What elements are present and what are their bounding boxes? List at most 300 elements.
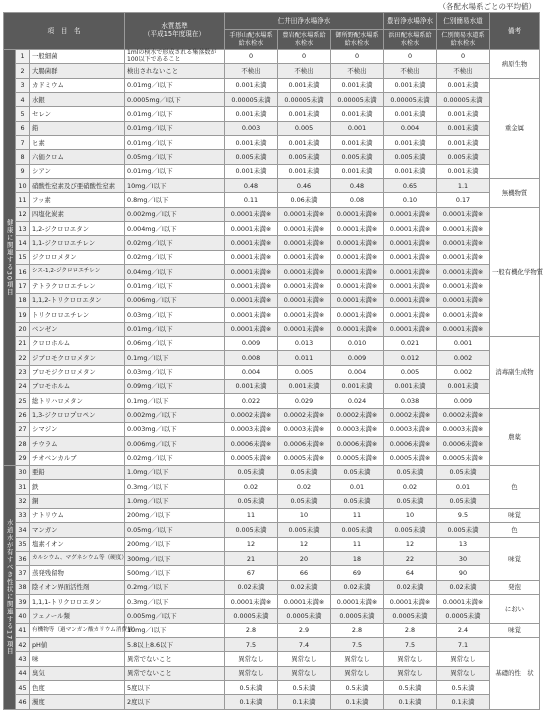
measured-value: 0.0001未満※	[384, 279, 437, 293]
measured-value: 0.004	[331, 365, 384, 379]
header-standard	[125, 13, 225, 50]
measured-value: 7.4	[278, 638, 331, 652]
table-row	[4, 465, 540, 479]
table-row	[4, 64, 540, 78]
standard-value: 0.1mg／l以下	[125, 394, 225, 408]
measured-value: 0.01	[437, 480, 490, 494]
table-row	[4, 365, 540, 379]
measured-value: 0.05未満	[437, 465, 490, 479]
measured-value: 0.005未満	[384, 150, 437, 164]
measured-value: 0.0001未満※	[437, 595, 490, 609]
measured-value: 0.0001未満※	[225, 308, 278, 322]
header-col-tegatayama: 手形山配水場系給水栓水	[225, 30, 278, 50]
table-row	[4, 566, 540, 580]
measured-value: 0.02未満	[225, 580, 278, 594]
item-name: ジブロモクロロメタン	[30, 351, 125, 365]
row-number: 11	[16, 193, 30, 207]
measured-value: 0.004	[384, 121, 437, 135]
measured-value: 21	[225, 552, 278, 566]
measured-value: 0.0001未満※	[225, 207, 278, 221]
measured-value: 0.02未満	[331, 580, 384, 594]
standard-value: 0.02mg／l以下	[125, 250, 225, 264]
standard-value: 0.8mg／l以下	[125, 193, 225, 207]
measured-value: 0.0003未満※	[225, 422, 278, 436]
measured-value: 0.001未満	[225, 379, 278, 393]
measured-value: 0.009	[225, 336, 278, 350]
measured-value: 0.0001未満※	[437, 236, 490, 250]
item-name: 総トリハロメタン	[30, 394, 125, 408]
standard-value: 0.006mg／l以下	[125, 293, 225, 307]
row-number: 16	[16, 265, 30, 279]
standard-value: 0.01mg／l以下	[125, 136, 225, 150]
standard-value: 0.04mg／l以下	[125, 265, 225, 279]
row-number: 10	[16, 179, 30, 193]
measured-value: 64	[384, 566, 437, 580]
measured-value: 0.001未満	[437, 121, 490, 135]
measured-value: 0.0001未満※	[384, 207, 437, 221]
measured-value: 0.0003未満※	[437, 422, 490, 436]
measured-value: 0.001未満	[225, 136, 278, 150]
measured-value: 0.0002未満※	[278, 408, 331, 422]
item-name: ヒ素	[30, 136, 125, 150]
measured-value: 1.1	[437, 179, 490, 193]
row-number: 44	[16, 666, 30, 680]
table-row	[4, 422, 540, 436]
measured-value: 0.02未満	[384, 580, 437, 594]
measured-value: 0.0001未満※	[278, 293, 331, 307]
table-row	[4, 408, 540, 422]
item-name: pH値	[30, 638, 125, 652]
measured-value: 0.0001未満※	[225, 250, 278, 264]
item-name: フェノール類	[30, 609, 125, 623]
standard-value: 0.0005mg／l以下	[125, 93, 225, 107]
measured-value: 2.8	[384, 623, 437, 637]
measured-value: 0.5未満	[225, 681, 278, 695]
measured-value: 0.0001未満※	[278, 308, 331, 322]
remark-cell: 味覚	[490, 537, 540, 580]
row-number: 32	[16, 494, 30, 508]
remark-cell: 色	[490, 523, 540, 537]
table-body	[4, 49, 543, 710]
standard-value: 1.0mg／l以下	[125, 465, 225, 479]
measured-value: 0.005未満	[437, 150, 490, 164]
water-quality-table	[3, 12, 543, 710]
measured-value: 0	[437, 50, 490, 64]
measured-value: 0.0001未満※	[278, 250, 331, 264]
header-standard-sub: （平成15年度現在）	[143, 30, 206, 38]
measured-value: 18	[331, 552, 384, 566]
measured-value: 0.022	[225, 394, 278, 408]
header-item-name: 項 目 名	[4, 13, 125, 50]
measured-value: 0.001未満	[437, 136, 490, 150]
measured-value: 0.0002未満※	[225, 408, 278, 422]
measured-value: 異常なし	[331, 666, 384, 680]
measured-value: 0.48	[225, 179, 278, 193]
measured-value: 0.05未満	[225, 494, 278, 508]
measured-value: 0.001未満	[384, 78, 437, 92]
item-name: 硝酸性窒素及び亜硝酸性窒素	[30, 179, 125, 193]
item-name: ブロモホルム	[30, 379, 125, 393]
row-number: 3	[16, 78, 30, 92]
measured-value: 7.1	[437, 638, 490, 652]
measured-value: 0.05未満	[278, 494, 331, 508]
standard-value: 0.01mg／l以下	[125, 322, 225, 336]
measured-value: 0.0006未満※	[384, 437, 437, 451]
measured-value: 0.001未満	[278, 136, 331, 150]
row-number: 45	[16, 681, 30, 695]
item-name: 大腸菌群	[30, 64, 125, 78]
measured-value: 0.001未満	[278, 107, 331, 121]
measured-value: 0.0001未満※	[331, 595, 384, 609]
measured-value: 0.011	[278, 351, 331, 365]
measured-value: 0.00005未満	[437, 93, 490, 107]
measured-value: 0.1未満	[384, 695, 437, 709]
standard-value: 0.06mg／l以下	[125, 336, 225, 350]
remark-cell: 発泡	[490, 580, 540, 594]
table-row	[4, 265, 540, 279]
standard-value: 0.01mg／l以下	[125, 164, 225, 178]
measured-value: 0.10	[384, 193, 437, 207]
standard-value: 0.03mg／l以下	[125, 308, 225, 322]
measured-value: 0.00005未満	[384, 93, 437, 107]
row-number: 9	[16, 164, 30, 178]
item-name: 濁度	[30, 695, 125, 709]
table-row	[4, 681, 540, 695]
row-number: 18	[16, 293, 30, 307]
table-row	[4, 609, 540, 623]
table-row	[4, 451, 540, 465]
measured-value: 0.001未満	[437, 379, 490, 393]
measured-value: 0.0001未満※	[225, 265, 278, 279]
standard-value: 0.09mg／l以下	[125, 379, 225, 393]
row-number: 2	[16, 64, 30, 78]
table-row	[4, 279, 540, 293]
remark-cell: 味覚	[490, 509, 540, 523]
item-name: ナトリウム	[30, 509, 125, 523]
measured-value: 不検出	[437, 64, 490, 78]
measured-value: 0.0001未満※	[278, 222, 331, 236]
measured-value: 0.0001未満※	[437, 265, 490, 279]
item-name: マンガン	[30, 523, 125, 537]
measured-value: 0.001未満	[225, 107, 278, 121]
remark-cell: におい	[490, 595, 540, 624]
measured-value: 12	[225, 537, 278, 551]
measured-value: 0.05未満	[225, 465, 278, 479]
measured-value: 0.009	[437, 394, 490, 408]
measured-value: 2.8	[225, 623, 278, 637]
row-number: 31	[16, 480, 30, 494]
measured-value: 異常なし	[384, 666, 437, 680]
table-row	[4, 351, 540, 365]
standard-value: 0.003mg／l以下	[125, 422, 225, 436]
measured-value: 0.5未満	[384, 681, 437, 695]
table-row	[4, 50, 540, 64]
measured-value: 0.0003未満※	[278, 422, 331, 436]
standard-value: 1mlの検水で形成される集落数が100以下であること	[125, 50, 225, 64]
measured-value: 0.001未満	[331, 379, 384, 393]
measured-value: 0.00005未満	[331, 93, 384, 107]
measured-value: 0.02未満	[278, 580, 331, 594]
item-name: シアン	[30, 164, 125, 178]
measured-value: 0.021	[384, 336, 437, 350]
row-number: 29	[16, 451, 30, 465]
measured-value: 0.0001未満※	[225, 279, 278, 293]
header-col-hamada: 浜田配水場系給水栓水	[384, 30, 437, 50]
standard-value: 異常でないこと	[125, 652, 225, 666]
standard-value: 0.01mg／l以下	[125, 107, 225, 121]
remark-cell: 一般有機化学物質	[490, 207, 540, 336]
row-number: 40	[16, 609, 30, 623]
table-row	[4, 293, 540, 307]
row-number: 17	[16, 279, 30, 293]
measured-value: 0.002	[437, 351, 490, 365]
measured-value: 0.0001未満※	[384, 265, 437, 279]
table-row	[4, 78, 540, 92]
measured-value: 0	[384, 50, 437, 64]
measured-value: 0.0001未満※	[437, 222, 490, 236]
measured-value: 0.002	[437, 365, 490, 379]
measured-value: 0.0001未満※	[225, 236, 278, 250]
measured-value: 0.1未満	[225, 695, 278, 709]
measured-value: 0.013	[278, 336, 331, 350]
item-name: チウラム	[30, 437, 125, 451]
row-number: 39	[16, 595, 30, 609]
measured-value: 0.05未満	[278, 465, 331, 479]
item-name: シマジン	[30, 422, 125, 436]
measured-value: 0.0001未満※	[331, 265, 384, 279]
measured-value: 0.0005未満※	[225, 451, 278, 465]
measured-value: 0.0001未満※	[331, 222, 384, 236]
table-row	[4, 652, 540, 666]
measured-value: 0.001未満	[225, 78, 278, 92]
item-name: ブロモジクロロメタン	[30, 365, 125, 379]
measured-value: 0.0005未満	[278, 609, 331, 623]
header-standard-title: 水質基準	[161, 22, 188, 31]
measured-value: 不検出	[331, 64, 384, 78]
measured-value: 0.1未満	[437, 695, 490, 709]
table-row	[4, 494, 540, 508]
measured-value: 0.02	[225, 480, 278, 494]
table-row	[4, 537, 540, 551]
standard-value: 5度以下	[125, 681, 225, 695]
row-number: 25	[16, 394, 30, 408]
measured-value: 0.0005未満※	[384, 451, 437, 465]
header-group-niida: 仁井田浄水場浄水	[225, 13, 384, 30]
row-number: 27	[16, 422, 30, 436]
measured-value: 0.001	[331, 121, 384, 135]
measured-value: 異常なし	[437, 652, 490, 666]
table-row	[4, 222, 540, 236]
standard-value: 0.02mg／l以下	[125, 451, 225, 465]
measured-value: 異常なし	[278, 666, 331, 680]
row-number: 5	[16, 107, 30, 121]
item-name: 鉄	[30, 480, 125, 494]
table-row	[4, 523, 540, 537]
item-name: テトラクロロエチレン	[30, 279, 125, 293]
measured-value: 11	[225, 509, 278, 523]
measured-value: 0.0001未満※	[437, 207, 490, 221]
measured-value: 0.0001未満※	[278, 322, 331, 336]
header-remarks: 備考	[490, 13, 540, 50]
table-row	[4, 623, 540, 637]
measured-value: 0.1未満	[331, 695, 384, 709]
row-number: 13	[16, 222, 30, 236]
row-number: 38	[16, 580, 30, 594]
row-number: 41	[16, 623, 30, 637]
standard-value: 2度以下	[125, 695, 225, 709]
row-number: 7	[16, 136, 30, 150]
standard-value: 0.006mg／l以下	[125, 437, 225, 451]
item-name: 陰イオン界面活性剤	[30, 580, 125, 594]
header-col-goshono: 御所野配水場系給水栓水	[331, 30, 384, 50]
measured-value: 0.11	[225, 193, 278, 207]
measured-value: 0.08	[331, 193, 384, 207]
measured-value: 7.5	[331, 638, 384, 652]
measured-value: 0.001未満	[225, 164, 278, 178]
row-number: 12	[16, 207, 30, 221]
item-name: 1,1,1-トリクロロエタン	[30, 595, 125, 609]
measured-value: 69	[331, 566, 384, 580]
measured-value: 0.0001未満※	[384, 222, 437, 236]
item-name: 味	[30, 652, 125, 666]
measured-value: 0.005未満	[331, 150, 384, 164]
measured-value: 0.001未満	[437, 78, 490, 92]
header-row-1	[4, 13, 540, 30]
item-name: カルシウム、マグネシウム等（硬度）	[30, 552, 125, 566]
item-name: 一般細菌	[30, 50, 125, 64]
measured-value: 0.5未満	[278, 681, 331, 695]
measured-value: 90	[437, 566, 490, 580]
row-number: 4	[16, 93, 30, 107]
standard-value: 200mg／l以下	[125, 537, 225, 551]
measured-value: 0.010	[331, 336, 384, 350]
standard-value: 500mg／l以下	[125, 566, 225, 580]
measured-value: 30	[437, 552, 490, 566]
table-row	[4, 164, 540, 178]
table-row	[4, 93, 540, 107]
standard-value: 0.2mg／l以下	[125, 580, 225, 594]
measured-value: 7.5	[225, 638, 278, 652]
row-number: 14	[16, 236, 30, 250]
standard-value: 0.004mg／l以下	[125, 222, 225, 236]
measured-value: 0.009	[331, 351, 384, 365]
row-number: 46	[16, 695, 30, 709]
item-name: フッ素	[30, 193, 125, 207]
measured-value: 異常なし	[278, 652, 331, 666]
table-row	[4, 250, 540, 264]
measured-value: 12	[384, 537, 437, 551]
measured-value: 0.0001未満※	[331, 293, 384, 307]
category-property: 水道水が有すべき性状に関連する17項目	[4, 465, 16, 709]
measured-value: 0.001未満	[437, 107, 490, 121]
measured-value: 9.5	[437, 509, 490, 523]
table-row	[4, 394, 540, 408]
measured-value: 異常なし	[225, 666, 278, 680]
standard-value: 0.002mg／l以下	[125, 408, 225, 422]
measured-value: 0.0001未満※	[437, 279, 490, 293]
row-number: 1	[16, 50, 30, 64]
header-col-nibetsu: 仁別簡易水道系給水栓水	[437, 30, 490, 50]
measured-value: 0.005未満	[278, 150, 331, 164]
measured-value: 7.5	[384, 638, 437, 652]
table-row	[4, 322, 540, 336]
measured-value: 0.008	[225, 351, 278, 365]
measured-value: 0.05未満	[384, 494, 437, 508]
measured-value: 0.0005未満※	[437, 451, 490, 465]
measured-value: 0.038	[384, 394, 437, 408]
measured-value: 0.001未満	[278, 164, 331, 178]
measured-value: 0.1未満	[278, 695, 331, 709]
item-name: チオベンカルブ	[30, 451, 125, 465]
standard-value: 200mg／l以下	[125, 509, 225, 523]
table-row	[4, 207, 540, 221]
table-row	[4, 379, 540, 393]
row-number: 8	[16, 150, 30, 164]
measured-value: 0.0005未満	[384, 609, 437, 623]
measured-value: 0.005未満	[437, 523, 490, 537]
standard-value: 10mg／l以下	[125, 179, 225, 193]
header-group-nibetsu: 仁別簡易水道	[437, 13, 490, 30]
table-row	[4, 638, 540, 652]
measured-value: 0.17	[437, 193, 490, 207]
measured-value: 0.001未満	[384, 379, 437, 393]
measured-value: 異常なし	[437, 666, 490, 680]
table-row	[4, 308, 540, 322]
standard-value: 0.01mg／l以下	[125, 78, 225, 92]
table-row	[4, 136, 540, 150]
measured-value: 0.0001未満※	[331, 322, 384, 336]
measured-value: 0.0006未満※	[278, 437, 331, 451]
item-name: 1,1-ジクロロエチレン	[30, 236, 125, 250]
measured-value: 0.001未満	[384, 164, 437, 178]
row-number: 42	[16, 638, 30, 652]
measured-value: 10	[278, 509, 331, 523]
measured-value: 0.0006未満※	[331, 437, 384, 451]
measured-value: 0.029	[278, 394, 331, 408]
standard-value: 0.03mg／l以下	[125, 365, 225, 379]
item-name: 銅	[30, 494, 125, 508]
measured-value: 11	[331, 537, 384, 551]
item-name: クロロホルム	[30, 336, 125, 350]
remark-cell: 農薬	[490, 408, 540, 465]
item-name: 亜鉛	[30, 465, 125, 479]
measured-value: 0.0001未満※	[225, 595, 278, 609]
standard-value: 0.1mg／l以下	[125, 351, 225, 365]
measured-value: 0.48	[331, 179, 384, 193]
measured-value: 0.05未満	[331, 494, 384, 508]
row-number: 6	[16, 121, 30, 135]
row-number: 19	[16, 308, 30, 322]
measured-value: 0.0002未満※	[437, 408, 490, 422]
measured-value: 0.0003未満※	[331, 422, 384, 436]
measured-value: 0.0001未満※	[331, 236, 384, 250]
measured-value: 0.0001未満※	[278, 236, 331, 250]
row-number: 21	[16, 336, 30, 350]
header-group-toyoiwa: 豊岩浄水場浄水	[384, 13, 437, 30]
item-name: ベンゼン	[30, 322, 125, 336]
measured-value: 0.0005未満	[331, 609, 384, 623]
row-number: 35	[16, 537, 30, 551]
measured-value: 0.001	[437, 336, 490, 350]
row-number: 36	[16, 552, 30, 566]
row-number: 34	[16, 523, 30, 537]
item-name: カドミウム	[30, 78, 125, 92]
measured-value: 0.0001未満※	[278, 595, 331, 609]
measured-value: 0.005	[384, 365, 437, 379]
item-name: 鉛	[30, 121, 125, 135]
measured-value: 不検出	[278, 64, 331, 78]
item-name: 蒸発残留物	[30, 566, 125, 580]
